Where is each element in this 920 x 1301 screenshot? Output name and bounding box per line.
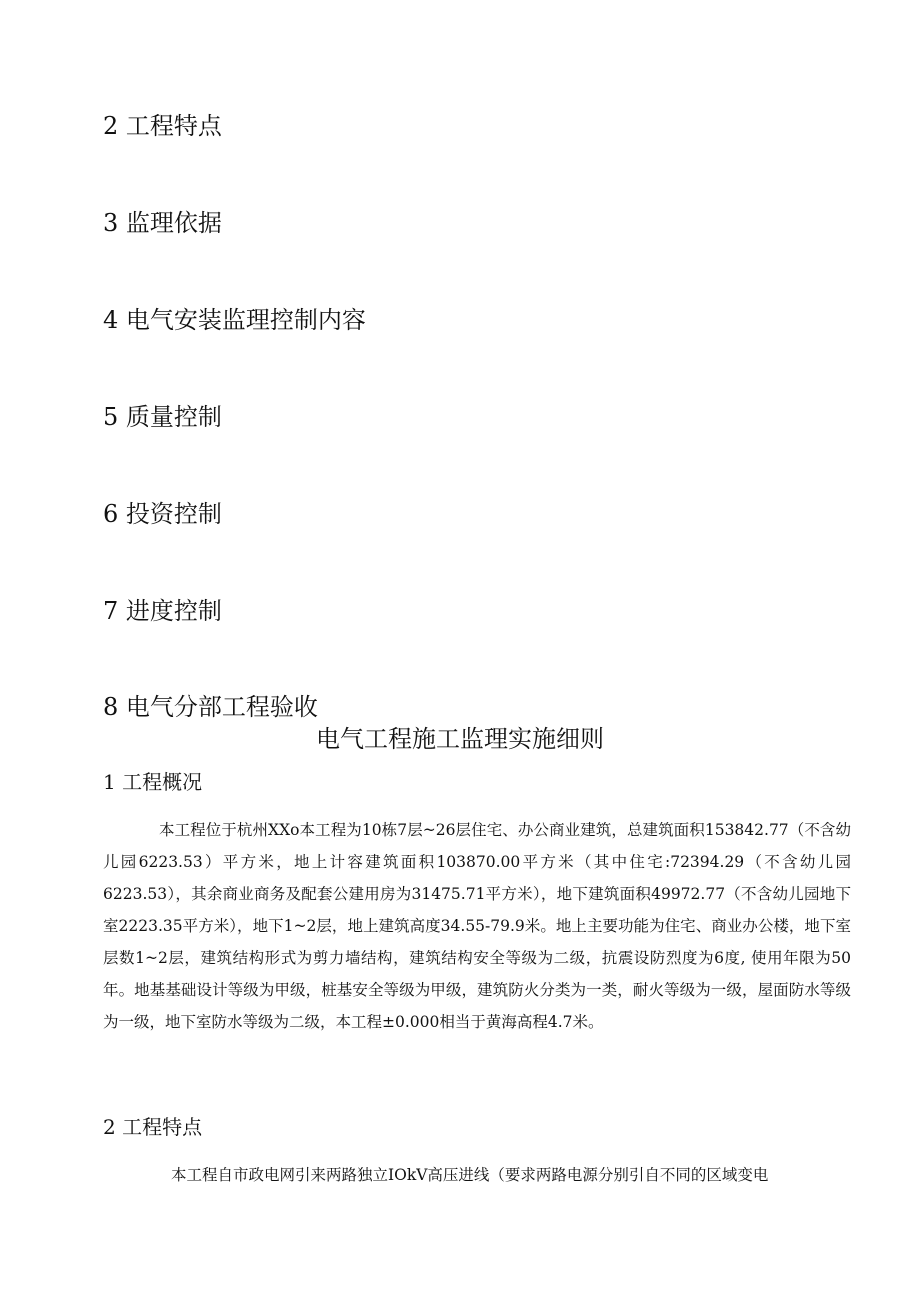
document-title: 电气工程施工监理实施细则 (316, 725, 604, 753)
toc-item-5: 5 质量控制 (103, 403, 222, 431)
toc-item-8: 8 电气分部工程验收 (103, 693, 318, 721)
toc-item-7: 7 进度控制 (103, 597, 222, 625)
toc-item-4: 4 电气安装监理控制内容 (103, 306, 366, 334)
toc-item-6: 6 投资控制 (103, 500, 222, 528)
section-paragraph-features: 本工程自市政电网引来两路独立IOkV高压进线（要求两路电源分别引自不同的区域变电 (171, 1166, 769, 1184)
toc-item-3: 3 监理依据 (103, 209, 222, 237)
section-heading-overview: 1 工程概况 (103, 770, 203, 794)
section-heading-features: 2 工程特点 (103, 1115, 203, 1139)
section-paragraph-overview: 本工程位于杭州XXo本工程为10栋7层~26层住宅、办公商业建筑，总建筑面积153842.77（不含幼儿园6223.53）平方米，地上计容建筑面积103870.00平方米（其中住宅:72394.29（不含幼儿园6223.53），其余商业商务及配套公建用房为31475.71平方米），地下建筑面积49972.77（不含幼儿园地下室2223.35平方米），地下1~2层，地上建筑高度34.55-79.9米。地上主要功能为住宅、商业办公楼，地下室层数1~2层，建筑结构形式为剪力墙结构，建筑结构安全等级为二级，抗震设防烈度为6度, 使用年限为50年。地基基础设计等级为甲级，桩基安全等级为甲级，建筑防火分类为一类，耐火等级为一级，屋面防水等级为一级，地下室防水等级为二级，本工程±0.000相当于黄海高程4.7米。 (103, 821, 851, 1031)
toc-item-2: 2 工程特点 (103, 112, 222, 140)
